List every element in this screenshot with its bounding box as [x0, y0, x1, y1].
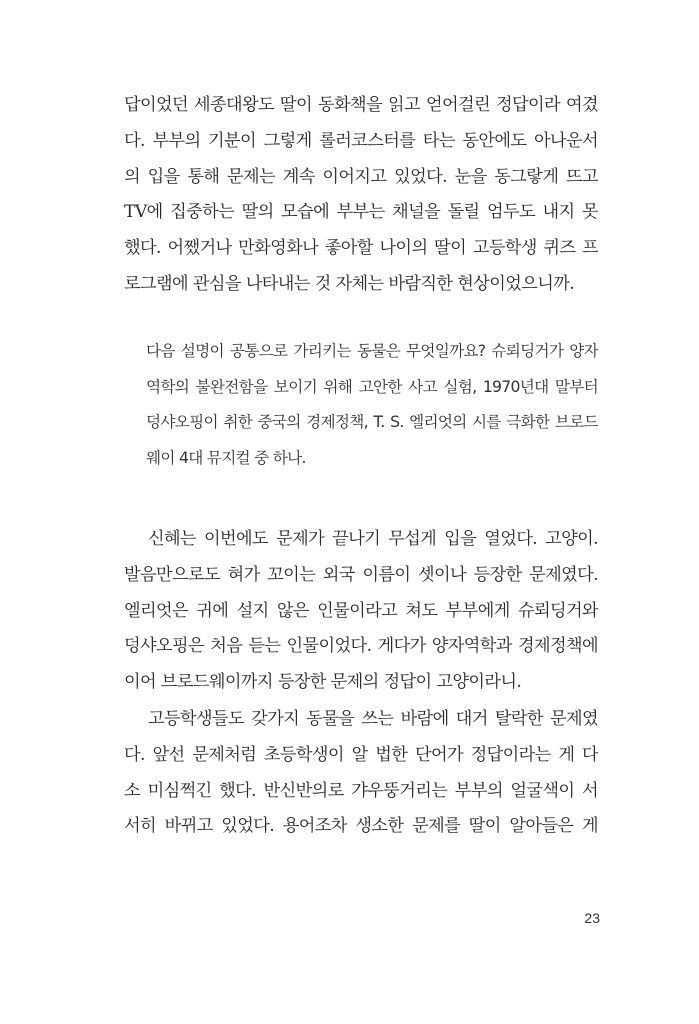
text-line: 덩샤오핑은 처음 듣는 인물이었다. 게다가 양자역학과 경제정책에	[124, 636, 598, 657]
paragraph-1	[124, 88, 598, 303]
text-line: 이어 브로드웨이까지 등장한 문제의 정답이 고양이라니.	[124, 672, 522, 693]
quote-line: 웨이 4대 뮤지컬 중 하나.	[146, 448, 306, 467]
text-line: 고등학생들도 갖가지 동물을 쓰는 바람에 대거 탈락한 문제였	[148, 709, 598, 729]
text-line: 답이었던 세종대왕도 딸이 동화책을 읽고 얻어걸린 정답이라 여겼	[124, 95, 598, 115]
text-line: 신혜는 이번에도 문제가 끝나기 무섭게 입을 열었다. 고양이.	[148, 529, 598, 549]
text-line: 서히 바뀌고 있었다. 용어조차 생소한 문제를 딸이 알아들은 게	[124, 816, 598, 837]
text-line: 했다. 어쨌거나 만화영화나 좋아할 나이의 딸이 고등학생 퀴즈 프	[124, 238, 598, 259]
text-line: 엘리엇은 귀에 설지 않은 인물이라고 쳐도 부부에게 슈뢰딩거와	[124, 600, 598, 621]
text-line: 로그램에 관심을 나타내는 것 자체는 바람직한 현상이었으니까.	[124, 273, 575, 294]
paragraph-2	[124, 522, 598, 701]
text-line: TV에 집중하는 딸의 모습에 부부는 채널을 돌릴 엄두도 내지 못	[124, 202, 598, 223]
paragraph-3	[124, 702, 598, 845]
text-line: 다. 부부의 기분이 그렇게 롤러코스터를 타는 동안에도 아나운서	[124, 130, 598, 151]
text-line: 의 입을 통해 문제는 계속 이어지고 있었다. 눈을 동그랗게 뜨고	[124, 166, 598, 187]
page-number: 23	[584, 910, 600, 926]
text-line: 발음만으로도 혀가 꼬이는 외국 이름이 셋이나 등장한 문제였다.	[124, 564, 598, 585]
text-line: 소 미심쩍긴 했다. 반신반의로 갸우뚱거리는 부부의 얼굴색이 서	[124, 780, 598, 801]
quote-line: 덩샤오핑이 취한 중국의 경제정책, T. S. 엘리엇의 시를 극화한 브로드	[146, 413, 598, 432]
text-line: 다. 앞선 문제처럼 초등학생이 알 법한 단어가 정답이라는 게 다	[124, 744, 598, 765]
quote-line: 역학의 불완전함을 보이기 위해 고안한 사고 실험, 1970년대 말부터	[146, 377, 598, 396]
quote-line: 다음 설명이 공통으로 가리키는 동물은 무엇일까요? 슈뢰딩거가 양자	[146, 342, 598, 360]
quiz-question-quote	[146, 334, 598, 476]
